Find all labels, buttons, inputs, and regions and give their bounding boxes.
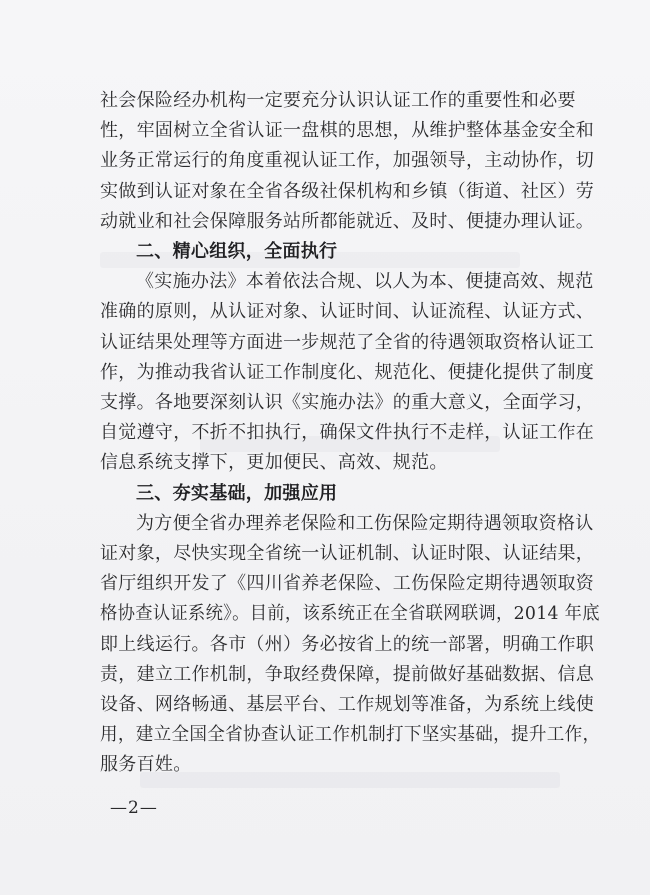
text-line: 准确的原则，从认证对象、认证时间、认证流程、认证方式、: [100, 301, 595, 323]
text-line: 信息系统支撑下，更加便民、高效、规范。: [100, 452, 448, 474]
page-number: —2—: [110, 797, 158, 818]
text-line: 认证结果处理等方面进一步规范了全省的待遇领取资格认证工: [100, 331, 595, 353]
text-line: 业务正常运行的角度重视认证工作，加强领导，主动协作，切: [100, 150, 595, 172]
text-line: 社会保险经办机构一定要充分认识认证工作的重要性和必要: [100, 90, 576, 111]
text-line: 实做到认证对象在全省各级社保机构和乡镇（街道、社区）劳: [100, 180, 595, 202]
text-line: 作，为推动我省认证工作制度化、规范化、便捷化提供了制度: [100, 361, 595, 383]
bleed-through-mark: [140, 772, 560, 788]
text-line: 格协查认证系统》。目前，该系统正在全省联网联调，2014 年底: [100, 603, 600, 625]
text-line: 设备、网络畅通、基层平台、工作规划等准备，为系统上线使: [100, 694, 595, 715]
text-line: 支撑。各地要深刻认识《实施办法》的重大意义，全面学习，: [100, 392, 595, 413]
text-line: 证对象，尽快实现全省统一认证机制、认证时限、认证结果，: [100, 543, 595, 564]
text-line: 责，建立工作机制，争取经费保障，提前做好基础数据、信息: [100, 663, 595, 685]
text-line: 性，牢固树立全省认证一盘棋的思想，从维护整体基金安全和: [100, 120, 595, 142]
text-line: 即上线运行。各市（州）务必按省上的统一部署，明确工作职: [100, 633, 595, 655]
text-line: 自觉遵守，不折不扣执行，确保文件执行不走样，认证工作在: [100, 422, 595, 444]
text-line: 省厅组织开发了《四川省养老保险、工伤保险定期待遇领取资: [100, 573, 595, 595]
section-heading: 三、夯实基础，加强应用: [136, 482, 338, 504]
section-heading: 二、精心组织，全面执行: [136, 241, 338, 262]
text-line: 《实施办法》本着依法合规、以人为本、便捷高效、规范: [136, 271, 594, 293]
text-line: 服务百姓。: [100, 754, 192, 776]
text-line: 为方便全省办理养老保险和工伤保险定期待遇领取资格认: [136, 512, 594, 534]
text-line: 用，建立全国全省协查认证工作机制打下坚实基础，提升工作，: [100, 724, 601, 746]
text-line: 动就业和社会保障服务站所都能就近、及时、便捷办理认证。: [100, 210, 595, 232]
